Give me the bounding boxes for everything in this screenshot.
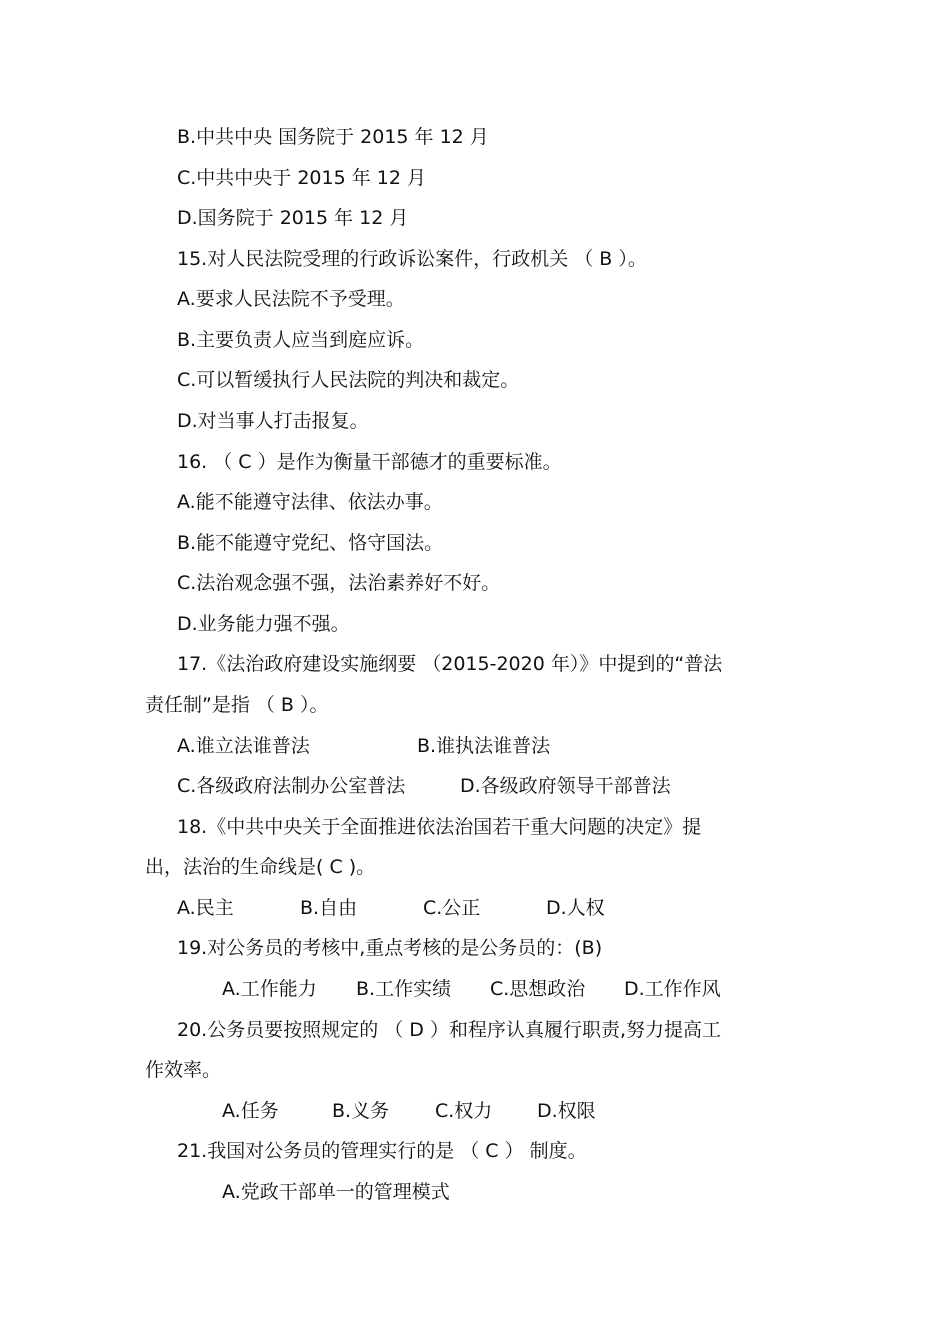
q17-option-a: A.谁立法谁普法	[177, 735, 310, 757]
q17-option-b: B.谁执法谁普法	[417, 735, 551, 757]
q20-option-d: D.权限	[537, 1100, 596, 1122]
q19-option-c: C.思想政治	[490, 978, 586, 1000]
question-19: 19.对公务员的考核中,重点考核的是公务员的：(B)	[177, 937, 603, 959]
q20-option-b: B.义务	[332, 1100, 390, 1122]
q19-option-b: B.工作实绩	[356, 978, 452, 1000]
q19-option-d: D.工作作风	[624, 978, 721, 1000]
q15-option-c: C.可以暂缓执行人民法院的判决和裁定。	[177, 369, 520, 391]
q14-option-c: C.中共中央于 2015 年 12 月	[177, 167, 426, 189]
question-18-line-1: 18.《中共中央关于全面推进依法治国若干重大问题的决定》提	[177, 816, 702, 838]
q16-option-d: D.业务能力强不强。	[177, 613, 350, 635]
q20-option-a: A.任务	[222, 1100, 279, 1122]
q15-option-a: A.要求人民法院不予受理。	[177, 288, 405, 310]
q18-option-c: C.公正	[423, 897, 481, 919]
q16-option-c: C.法治观念强不强，法治素养好不好。	[177, 572, 501, 594]
question-20-line-2: 作效率。	[145, 1059, 222, 1081]
question-15: 15.对人民法院受理的行政诉讼案件，行政机关 （ B ）。	[177, 248, 647, 270]
q17-option-d: D.各级政府领导干部普法	[460, 775, 671, 797]
question-18-line-2: 出，法治的生命线是( C )。	[145, 856, 376, 878]
q16-option-a: A.能不能遵守法律、依法办事。	[177, 491, 443, 513]
question-17-line-2: 责任制”是指 （ B ）。	[145, 694, 329, 716]
q14-option-b: B.中共中央 国务院于 2015 年 12 月	[177, 126, 489, 148]
q17-option-c: C.各级政府法制办公室普法	[177, 775, 406, 797]
q15-option-b: B.主要负责人应当到庭应诉。	[177, 329, 425, 351]
q18-option-a: A.民主	[177, 897, 234, 919]
question-16: 16. （ C ）是作为衡量干部德才的重要标准。	[177, 451, 562, 473]
q21-option-a: A.党政干部单一的管理模式	[222, 1181, 450, 1203]
q14-option-d: D.国务院于 2015 年 12 月	[177, 207, 409, 229]
q20-option-c: C.权力	[435, 1100, 493, 1122]
question-21: 21.我国对公务员的管理实行的是 （ C ） 制度。	[177, 1140, 587, 1162]
question-17-line-1: 17.《法治政府建设实施纲要 （2015-2020 年）》中提到的“普法	[177, 653, 723, 675]
q19-option-a: A.工作能力	[222, 978, 317, 1000]
question-20-line-1: 20.公务员要按照规定的 （ D ）和程序认真履行职责,努力提高工	[177, 1019, 722, 1041]
q18-option-d: D.人权	[546, 897, 605, 919]
q16-option-b: B.能不能遵守党纪、恪守国法。	[177, 532, 444, 554]
q18-option-b: B.自由	[300, 897, 358, 919]
q15-option-d: D.对当事人打击报复。	[177, 410, 369, 432]
